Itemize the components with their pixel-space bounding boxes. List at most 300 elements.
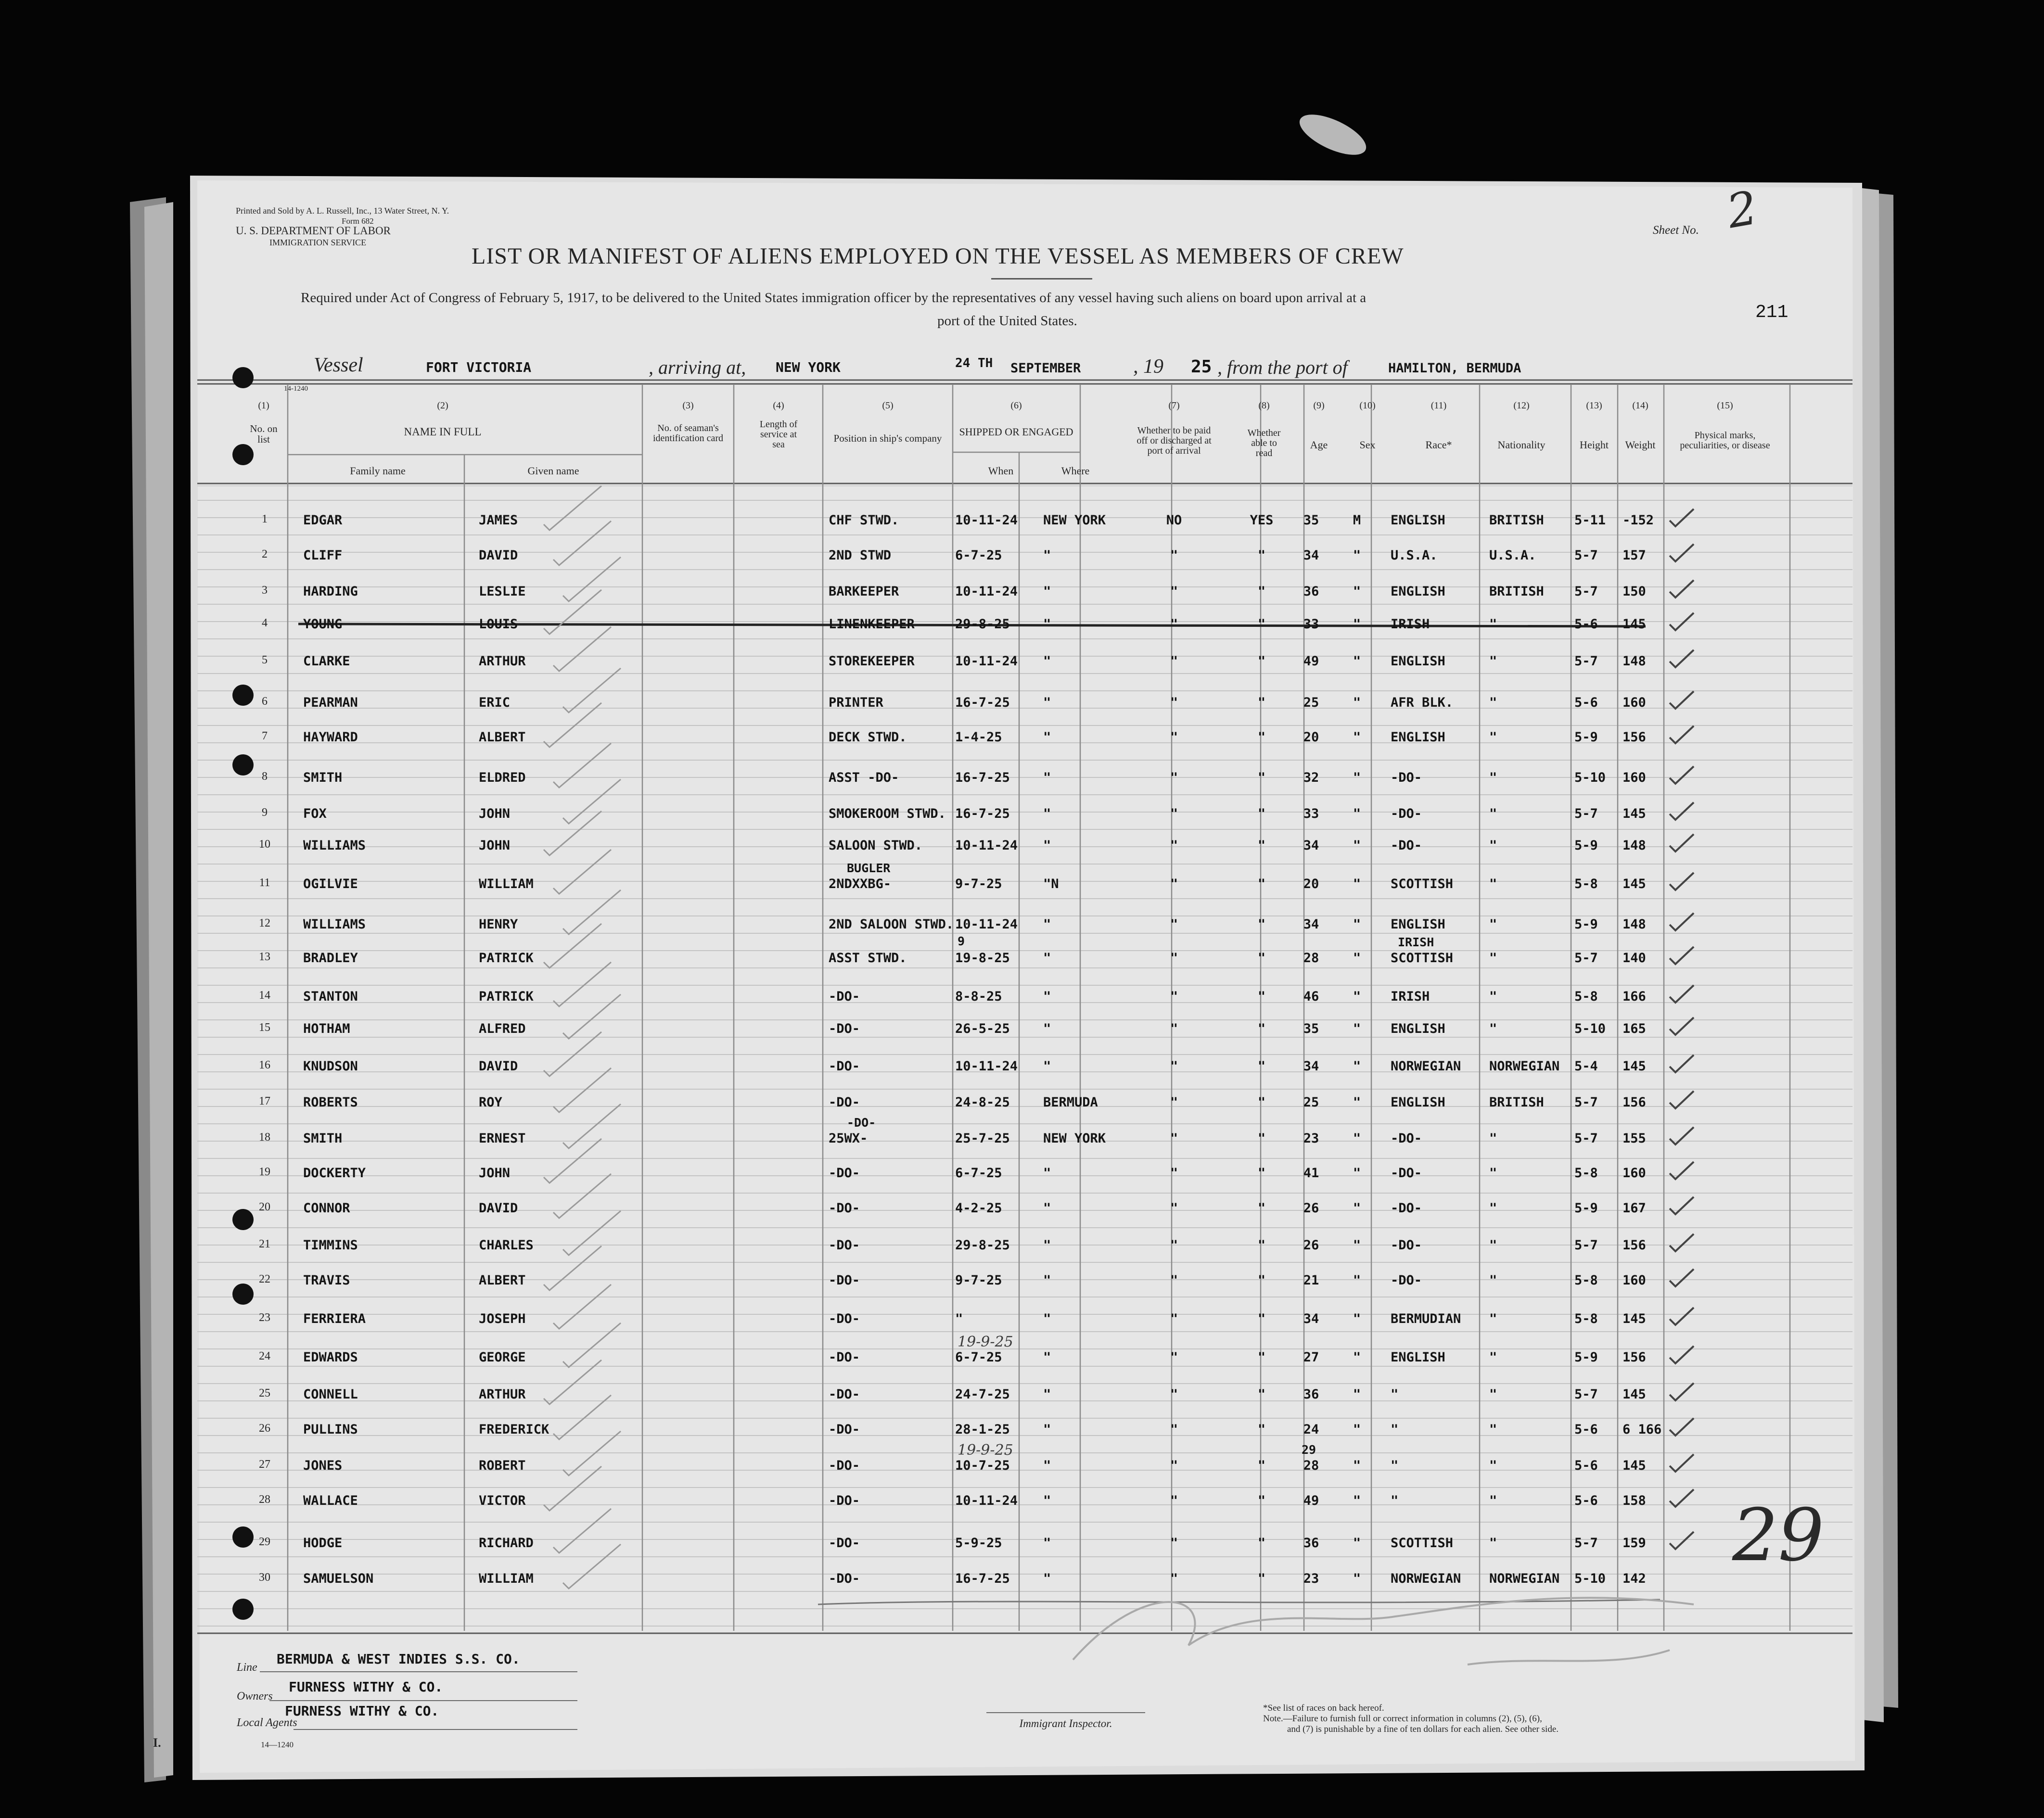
cell-read: " <box>1257 806 1266 821</box>
cell-age: 21 <box>1303 1273 1319 1288</box>
cell-family: SMITH <box>303 770 343 785</box>
cell-position: -DO- <box>829 1095 860 1110</box>
cell-sex: " <box>1353 1493 1361 1508</box>
cell-no: 10 <box>259 838 270 851</box>
cell-weight: 167 <box>1622 1201 1646 1216</box>
cell-position: -DO- <box>829 1536 860 1551</box>
cell-race: -DO- <box>1391 1238 1422 1253</box>
vessel-name: FORT VICTORIA <box>426 359 532 375</box>
cell-height: 5-11 <box>1574 513 1606 528</box>
cell-paid: " <box>1170 1059 1178 1074</box>
cell-paid: " <box>1170 1458 1178 1473</box>
cell-family: DOCKERTY <box>303 1166 366 1181</box>
cell-family: CONNOR <box>303 1201 350 1216</box>
cell-sex: " <box>1353 1422 1361 1437</box>
cell-position: -DO- <box>829 1311 860 1326</box>
cell-when: 6-7-25 <box>955 1166 1002 1181</box>
cell-race: ENGLISH <box>1391 917 1445 932</box>
cell-where: " <box>1043 1238 1051 1253</box>
cell-race: SCOTTISH <box>1391 877 1454 891</box>
cell-family: SMITH <box>303 1131 343 1146</box>
cell-where: " <box>1043 1493 1051 1508</box>
cell-where: " <box>1043 1201 1051 1216</box>
cell-height: 5-10 <box>1574 770 1606 785</box>
cell-age: 34 <box>1303 838 1319 853</box>
cell-height: 5-7 <box>1574 584 1598 599</box>
cell-race: -DO- <box>1391 1166 1422 1181</box>
cell-age: 32 <box>1303 770 1319 785</box>
cell-read: " <box>1257 1021 1266 1036</box>
cell-no: 8 <box>262 770 268 783</box>
arrival-month: SEPTEMBER <box>1010 361 1081 376</box>
cell-given: CHARLES <box>479 1238 534 1253</box>
subtitle-line-1: Required under Act of Congress of February 5, 1917, to be delivered to the United States immigration officer by the representatives of any vessel having such aliens on board upon arrival at a <box>301 290 1367 305</box>
title-rule <box>991 278 1092 280</box>
cell-read: " <box>1257 730 1266 745</box>
cell-paid: " <box>1170 877 1178 891</box>
cell-when: 19-8-25 <box>955 951 1010 966</box>
cell-paid: " <box>1170 1273 1178 1288</box>
cell-paid: " <box>1170 584 1178 599</box>
cell-when: 26-5-25 <box>955 1021 1010 1036</box>
cell-read: " <box>1257 584 1266 599</box>
cell-given: JAMES <box>479 513 518 528</box>
cell-family: WALLACE <box>303 1493 358 1508</box>
cell-read: " <box>1257 1536 1266 1551</box>
cell-where: " <box>1043 1021 1051 1036</box>
col-weight-header: Weight <box>1625 439 1656 451</box>
cell-nationality: " <box>1489 1166 1497 1181</box>
cell-height: 5-9 <box>1574 917 1598 932</box>
owners-value: FURNESS WITHY & CO. <box>289 1679 443 1695</box>
cell-paid: " <box>1170 1095 1178 1110</box>
cell-position: -DO- <box>829 1458 860 1473</box>
cell-nationality: " <box>1489 1131 1497 1146</box>
cell-height: 5-8 <box>1574 1311 1598 1326</box>
cell-position: BARKEEPER <box>829 584 899 599</box>
margin-mark: I. <box>153 1736 161 1750</box>
cell-height: 5-7 <box>1574 1238 1598 1253</box>
cell-when: 28-1-25 <box>955 1422 1010 1437</box>
arrival-day: 24 TH <box>955 356 993 370</box>
cell-where: "N <box>1043 877 1059 891</box>
cell-family: FOX <box>303 806 327 821</box>
cell-family: YOUNG <box>303 617 343 632</box>
cell-no: 20 <box>259 1201 270 1213</box>
cell-nationality: " <box>1489 838 1497 853</box>
from-port-label: , from the port of <box>1217 356 1348 378</box>
cell-read: " <box>1257 989 1266 1004</box>
cell-height: 5-6 <box>1574 1458 1598 1473</box>
cell-nationality: BRITISH <box>1489 1095 1544 1110</box>
cell-where: " <box>1043 548 1051 563</box>
cell-read: " <box>1257 838 1266 853</box>
cell-weight: 165 <box>1622 1021 1646 1036</box>
penalty-note-2: and (7) is punishable by a fine of ten dollars for each alien. See other side. <box>1287 1724 1559 1734</box>
cell-nationality: " <box>1489 1201 1497 1216</box>
cell-given: PATRICK <box>479 989 534 1004</box>
cell-read: " <box>1257 877 1266 891</box>
cell-sex: " <box>1353 1387 1361 1402</box>
cell-read: " <box>1257 1238 1266 1253</box>
cell-when: 4-2-25 <box>955 1201 1002 1216</box>
cell-given: WILLIAM <box>479 1571 534 1586</box>
cell-given: ALBERT <box>479 1273 526 1288</box>
cell-when: 6-7-25 <box>955 1350 1002 1365</box>
cell-paid: " <box>1170 1238 1178 1253</box>
vessel-label: Vessel <box>314 354 363 376</box>
cell-weight: 156 <box>1622 730 1646 745</box>
column-number: (11) <box>1431 400 1447 411</box>
agents-label: Local Agents <box>237 1716 297 1729</box>
cell-given: ELDRED <box>479 770 526 785</box>
cell-nationality: " <box>1489 1238 1497 1253</box>
cell-family: OGILVIE <box>303 877 358 891</box>
cell-no: 5 <box>262 654 268 666</box>
cell-no: 28 <box>259 1493 270 1506</box>
cell-nationality: " <box>1489 951 1497 966</box>
cell-height: 5-9 <box>1574 1201 1598 1216</box>
cell-weight: 145 <box>1622 617 1646 632</box>
cell-when: 25-7-25 <box>955 1131 1010 1146</box>
cell-weight: 159 <box>1622 1536 1646 1551</box>
cell-position: -DO- <box>829 1021 860 1036</box>
cell-family: CLARKE <box>303 654 350 669</box>
cell-paid: " <box>1170 1536 1178 1551</box>
cell-weight: 145 <box>1622 1458 1646 1473</box>
cell-sex: M <box>1353 513 1361 528</box>
cell-age: 23 <box>1303 1131 1319 1146</box>
cell-family: KNUDSON <box>303 1059 358 1074</box>
cell-age: 34 <box>1303 1059 1319 1074</box>
cell-age: 20 <box>1303 877 1319 891</box>
cell-height: 5-10 <box>1574 1571 1606 1586</box>
cell-read: " <box>1257 548 1266 563</box>
col-paid-off-header: Whether to be paid off or discharged at port of arrival <box>1137 425 1212 456</box>
column-number: (15) <box>1717 400 1733 411</box>
cell-height: 5-6 <box>1574 695 1598 710</box>
cell-read: " <box>1257 770 1266 785</box>
cell-given: ROY <box>479 1095 502 1110</box>
cell-where: " <box>1043 1536 1051 1551</box>
cell-height: 5-9 <box>1574 1350 1598 1365</box>
cell-sex: " <box>1353 1021 1361 1036</box>
cell-given: JOHN <box>479 838 511 853</box>
cell-sex: " <box>1353 1311 1361 1326</box>
cell-height: 5-10 <box>1574 1021 1606 1036</box>
cell-age: 36 <box>1303 584 1319 599</box>
cell-paid: " <box>1170 695 1178 710</box>
col-physical-header: Physical marks, peculiarities, or disease <box>1680 430 1770 451</box>
cell-weight: 155 <box>1622 1131 1646 1146</box>
cell-nationality: " <box>1489 1387 1497 1402</box>
cell-where: NEW YORK <box>1043 1131 1106 1146</box>
form-title: LIST OR MANIFEST OF ALIENS EMPLOYED ON THE VESSEL AS MEMBERS OF CREW <box>472 243 1404 269</box>
cell-when: 16-7-25 <box>955 806 1010 821</box>
cell-paid: " <box>1170 951 1178 966</box>
form-code-bottom: 14—1240 <box>261 1740 294 1749</box>
cell-nationality: BRITISH <box>1489 584 1544 599</box>
cell-family: FERRIERA <box>303 1311 366 1326</box>
cell-height: 5-7 <box>1574 654 1598 669</box>
cell-position: -DO- <box>829 1493 860 1508</box>
cell-nationality: BRITISH <box>1489 513 1544 528</box>
cell-height: 5-6 <box>1574 617 1598 632</box>
cell-nationality: " <box>1489 1458 1497 1473</box>
cell-height: 5-8 <box>1574 1166 1598 1181</box>
col-where-header: Where <box>1061 465 1090 477</box>
col-name-header: NAME IN FULL <box>404 426 482 438</box>
cell-weight: 156 <box>1622 1350 1646 1365</box>
cell-no: 27 <box>259 1458 270 1471</box>
cell-read: " <box>1257 1458 1266 1473</box>
cell-paid: " <box>1170 1021 1178 1036</box>
cell-given: PATRICK <box>479 951 534 966</box>
cell-age: 34 <box>1303 917 1319 932</box>
cell-weight: 145 <box>1622 1311 1646 1326</box>
cell-weight: 145 <box>1622 1387 1646 1402</box>
cell-no: 12 <box>259 917 270 929</box>
cell-weight: 145 <box>1622 806 1646 821</box>
cell-no: 23 <box>259 1311 270 1324</box>
cell-read: " <box>1257 1059 1266 1074</box>
annotation-position: -DO- <box>847 1116 876 1130</box>
cell-when: 10-11-24 <box>955 1059 1018 1074</box>
cell-family: HAYWARD <box>303 730 358 745</box>
cell-where: " <box>1043 654 1051 669</box>
cell-when: 5-9-25 <box>955 1536 1002 1551</box>
cell-sex: " <box>1353 730 1361 745</box>
cell-when: " <box>955 1311 963 1326</box>
cell-weight: 148 <box>1622 654 1646 669</box>
handwritten-total: 29 <box>1732 1494 1824 1577</box>
cell-sex: " <box>1353 951 1361 966</box>
cell-weight: 148 <box>1622 838 1646 853</box>
cell-height: 5-9 <box>1574 838 1598 853</box>
cell-given: ROBERT <box>479 1458 526 1473</box>
cell-sex: " <box>1353 1059 1361 1074</box>
cell-when: 16-7-25 <box>955 770 1010 785</box>
cell-age: 49 <box>1303 1493 1319 1508</box>
annotation-position: BUGLER <box>847 861 891 875</box>
annotation-when: 19-9-25 <box>958 1334 1013 1350</box>
cell-where: " <box>1043 1166 1051 1181</box>
cell-weight: 156 <box>1622 1095 1646 1110</box>
cell-nationality: " <box>1489 989 1497 1004</box>
cell-position: CHF STWD. <box>829 513 899 528</box>
cell-position: -DO- <box>829 1201 860 1216</box>
cell-weight: 160 <box>1622 770 1646 785</box>
column-number: (3) <box>682 400 694 411</box>
cell-sex: " <box>1353 1273 1361 1288</box>
cell-height: 5-8 <box>1574 1273 1598 1288</box>
cell-position: PRINTER <box>829 695 883 710</box>
cell-race: -DO- <box>1391 770 1422 785</box>
annotation-when: 9 <box>958 934 965 948</box>
cell-no: 18 <box>259 1131 270 1144</box>
col-nationality-header: Nationality <box>1497 439 1546 451</box>
cell-paid: " <box>1170 1311 1178 1326</box>
cell-height: 5-4 <box>1574 1059 1598 1074</box>
cell-position: -DO- <box>829 1059 860 1074</box>
col-sex-header: Sex <box>1359 439 1376 451</box>
cell-height: 5-9 <box>1574 730 1598 745</box>
penalty-note-1: Note.—Failure to furnish full or correct information in columns (2), (5), (6), <box>1263 1714 1542 1724</box>
cell-sex: " <box>1353 1201 1361 1216</box>
column-number: (6) <box>1010 400 1022 411</box>
cell-position: -DO- <box>829 1350 860 1365</box>
cell-paid: " <box>1170 1493 1178 1508</box>
column-number: (4) <box>773 400 784 411</box>
cell-when: 10-11-24 <box>955 1493 1018 1508</box>
cell-nationality: U.S.A. <box>1489 548 1536 563</box>
cell-read: " <box>1257 617 1266 632</box>
form-code-top: 14-1240 <box>284 385 308 393</box>
cell-when: 24-7-25 <box>955 1387 1010 1402</box>
cell-when: 29-8-25 <box>955 617 1010 632</box>
cell-sex: " <box>1353 917 1361 932</box>
cell-read: " <box>1257 951 1266 966</box>
cell-race: -DO- <box>1391 1201 1422 1216</box>
cell-where: " <box>1043 989 1051 1004</box>
column-number: (8) <box>1258 400 1270 411</box>
owners-label: Owners <box>237 1690 273 1703</box>
cell-read: " <box>1257 1273 1266 1288</box>
year-suffix: 25 <box>1191 357 1212 377</box>
cell-position: -DO- <box>829 1571 860 1586</box>
cell-weight: 156 <box>1622 1238 1646 1253</box>
cell-sex: " <box>1353 1458 1361 1473</box>
cell-age: 25 <box>1303 1095 1319 1110</box>
cell-race: SCOTTISH <box>1391 951 1454 966</box>
annotation-age: 29 <box>1302 1443 1316 1457</box>
cell-given: LOUIS <box>479 617 518 632</box>
cell-read: " <box>1257 917 1266 932</box>
cell-race: ENGLISH <box>1391 1350 1445 1365</box>
cell-paid: " <box>1170 770 1178 785</box>
cell-position: 2ND STWD <box>829 548 892 563</box>
cell-family: EDWARDS <box>303 1350 358 1365</box>
line-value: BERMUDA & WEST INDIES S.S. CO. <box>277 1651 520 1667</box>
cell-race: NORWEGIAN <box>1391 1571 1461 1586</box>
cell-position: ASST STWD. <box>829 951 907 966</box>
arriving-label: , arriving at, <box>649 356 746 378</box>
cell-sex: " <box>1353 1350 1361 1365</box>
cell-weight: 150 <box>1622 584 1646 599</box>
cell-where: NEW YORK <box>1043 513 1106 528</box>
cell-where: " <box>1043 1571 1051 1586</box>
cell-race: " <box>1391 1493 1399 1508</box>
cell-given: ARTHUR <box>479 654 526 669</box>
cell-family: ROBERTS <box>303 1095 358 1110</box>
cell-when: 16-7-25 <box>955 1571 1010 1586</box>
cell-family: PEARMAN <box>303 695 358 710</box>
cell-given: ALBERT <box>479 730 526 745</box>
column-number: (7) <box>1168 400 1180 411</box>
cell-nationality: " <box>1489 1350 1497 1365</box>
cell-sex: " <box>1353 1536 1361 1551</box>
cell-height: 5-7 <box>1574 806 1598 821</box>
cell-paid: " <box>1170 1201 1178 1216</box>
cell-weight: -152 <box>1622 513 1654 528</box>
cell-paid: " <box>1170 617 1178 632</box>
cell-position: SMOKEROOM STWD. <box>829 806 946 821</box>
cell-age: 26 <box>1303 1238 1319 1253</box>
cell-paid: " <box>1170 548 1178 563</box>
cell-weight: 145 <box>1622 877 1646 891</box>
cell-sex: " <box>1353 695 1361 710</box>
cell-race: " <box>1391 1422 1399 1437</box>
cell-position: DECK STWD. <box>829 730 907 745</box>
cell-position: 2NDXXBG- <box>829 877 892 891</box>
cell-age: 36 <box>1303 1536 1319 1551</box>
annotation-when: 19-9-25 <box>958 1442 1013 1459</box>
cell-no: 3 <box>262 584 268 597</box>
cell-where: " <box>1043 838 1051 853</box>
cell-no: 24 <box>259 1350 270 1362</box>
cell-height: 5-8 <box>1574 877 1598 891</box>
cell-weight: 140 <box>1622 951 1646 966</box>
cell-age: 33 <box>1303 617 1319 632</box>
cell-given: ERIC <box>479 695 511 710</box>
cell-when: 10-11-24 <box>955 917 1018 932</box>
col-read-header: Whether able to read <box>1247 428 1281 458</box>
cell-sex: " <box>1353 1166 1361 1181</box>
sheet-number: 2 <box>1723 180 1762 239</box>
annotation-race: IRISH <box>1398 935 1434 949</box>
cell-nationality: NORWEGIAN <box>1489 1059 1560 1074</box>
cell-family: HARDING <box>303 584 358 599</box>
cell-age: 33 <box>1303 806 1319 821</box>
cell-position: -DO- <box>829 1273 860 1288</box>
cell-weight: 160 <box>1622 1273 1646 1288</box>
col-family-header: Family name <box>350 465 406 477</box>
cell-race: " <box>1391 1387 1399 1402</box>
cell-height: 5-8 <box>1574 989 1598 1004</box>
cell-no: 7 <box>262 730 268 742</box>
col-shipped-header: SHIPPED OR ENGAGED <box>959 426 1073 438</box>
column-number: (10) <box>1359 400 1376 411</box>
cell-read: " <box>1257 1201 1266 1216</box>
cell-family: WILLIAMS <box>303 917 366 932</box>
cell-where: " <box>1043 617 1051 632</box>
cell-height: 5-6 <box>1574 1493 1598 1508</box>
column-number: (12) <box>1513 400 1530 411</box>
cell-when: 10-11-24 <box>955 838 1018 853</box>
cell-age: 28 <box>1303 1458 1319 1473</box>
cell-where: " <box>1043 730 1051 745</box>
cell-nationality: " <box>1489 806 1497 821</box>
cell-no: 11 <box>259 877 270 889</box>
cell-sex: " <box>1353 584 1361 599</box>
cell-no: 13 <box>259 951 270 963</box>
printer-line: Printed and Sold by A. L. Russell, Inc., 13 Water Street, N. Y. <box>236 206 449 216</box>
cell-sex: " <box>1353 548 1361 563</box>
cell-family: TIMMINS <box>303 1238 358 1253</box>
cell-where: " <box>1043 1422 1051 1437</box>
cell-where: " <box>1043 695 1051 710</box>
cell-weight: 160 <box>1622 695 1646 710</box>
cell-given: LESLIE <box>479 584 526 599</box>
cell-family: HODGE <box>303 1536 343 1551</box>
cell-nationality: " <box>1489 617 1497 632</box>
cell-position: -DO- <box>829 1422 860 1437</box>
cell-sex: " <box>1353 806 1361 821</box>
cell-height: 5-7 <box>1574 1131 1598 1146</box>
cell-weight: 166 <box>1622 989 1646 1004</box>
cell-no: 19 <box>259 1166 270 1178</box>
subtitle-line-2: port of the United States. <box>937 313 1077 329</box>
